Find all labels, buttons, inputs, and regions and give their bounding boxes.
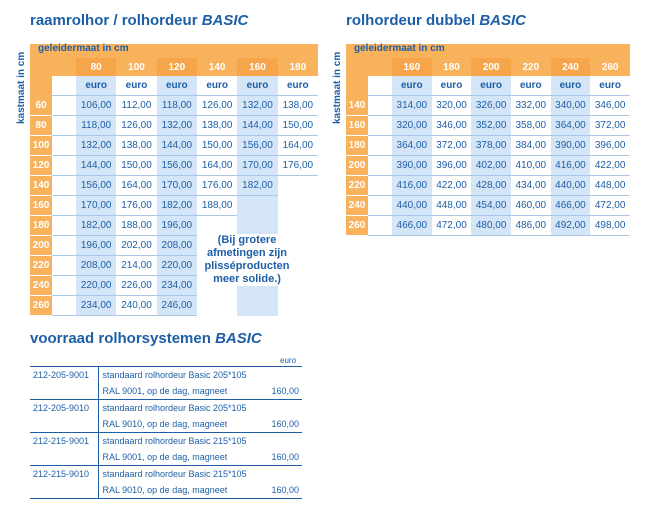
right-row-header: 260 (346, 216, 368, 236)
right-price-cell: 410,00 (511, 156, 551, 176)
stock-description: standaard rolhordeur Basic 215*105 (99, 466, 265, 483)
right-row-gap (368, 176, 392, 196)
right-corner-gap (368, 58, 392, 76)
left-row-gap (52, 116, 76, 136)
right-row-gap (368, 216, 392, 236)
right-title-text: rolhordeur dubbel (346, 12, 476, 29)
right-row-header: 180 (346, 136, 368, 156)
left-price-cell: 112,00 (116, 96, 156, 116)
right-price-cell: 372,00 (590, 116, 630, 136)
right-euro-corner (346, 76, 368, 96)
right-column-header: 180 (432, 58, 472, 76)
left-price-cell: 126,00 (197, 96, 237, 116)
left-price-cell: 188,00 (116, 216, 156, 236)
stock-row (30, 433, 302, 450)
right-table-row (346, 216, 630, 236)
stock-code-gap (30, 482, 99, 499)
left-price-cell: 170,00 (157, 176, 197, 196)
right-price-cell: 498,00 (590, 216, 630, 236)
left-table-row (30, 296, 318, 316)
right-price-cell: 396,00 (590, 136, 630, 156)
left-price-cell: 208,00 (157, 236, 197, 256)
stock-description-detail: RAL 9010, op de dag, magneet (102, 419, 228, 429)
left-unit-label: euro (278, 76, 318, 96)
right-price-cell: 440,00 (392, 196, 432, 216)
stock-code: 212-205-9001 (30, 367, 99, 384)
left-row-gap (52, 236, 76, 256)
left-row-gap (52, 156, 76, 176)
left-title (30, 12, 248, 29)
right-price-cell: 340,00 (551, 96, 591, 116)
stock-description: standaard rolhordeur Basic 215*105 (99, 433, 265, 450)
right-table-row (346, 136, 630, 156)
stock-row-detail (30, 449, 302, 466)
left-table-row (30, 156, 318, 176)
left-row-header: 140 (30, 176, 52, 196)
right-price-cell: 448,00 (590, 176, 630, 196)
right-price-cell: 416,00 (392, 176, 432, 196)
left-price-cell: 156,00 (237, 136, 277, 156)
left-price-cell: 208,00 (76, 256, 116, 276)
right-price-cell: 326,00 (471, 96, 511, 116)
left-unit-label: euro (157, 76, 197, 96)
left-unit-label: euro (197, 76, 237, 96)
right-price-cell: 390,00 (551, 136, 591, 156)
left-price-cell: 176,00 (278, 156, 318, 176)
right-unit-label: euro (590, 76, 630, 96)
left-euro-corner (30, 76, 52, 96)
left-price-cell: 144,00 (237, 116, 277, 136)
right-column-header: 200 (471, 58, 511, 76)
stock-row-detail (30, 482, 302, 499)
stock-description: standaard rolhordeur Basic 205*105 (99, 400, 265, 417)
left-corner-gap (52, 58, 76, 76)
left-row-gap (52, 176, 76, 196)
right-price-cell: 428,00 (471, 176, 511, 196)
right-width-label: geleidermaat in cm (354, 43, 445, 54)
left-price-cell: 164,00 (197, 156, 237, 176)
left-row-gap (52, 296, 76, 316)
stock-bottom-line (30, 499, 302, 501)
left-column-header: 120 (157, 58, 197, 76)
stock-code: 212-215-9001 (30, 433, 99, 450)
stock-title-em: BASIC (215, 330, 262, 347)
left-row-gap (52, 196, 76, 216)
left-price-cell: 138,00 (197, 116, 237, 136)
right-row-header: 240 (346, 196, 368, 216)
stock-code-gap (30, 383, 99, 400)
right-price-cell: 402,00 (471, 156, 511, 176)
right-row-gap (368, 156, 392, 176)
left-row-header: 160 (30, 196, 52, 216)
right-unit-label: euro (432, 76, 472, 96)
left-corner (30, 58, 52, 76)
right-corner (346, 58, 368, 76)
left-unit-label: euro (237, 76, 277, 96)
left-width-label: geleidermaat in cm (38, 43, 129, 54)
left-table-row (30, 196, 318, 216)
right-price-cell: 466,00 (551, 196, 591, 216)
left-price-cell: 106,00 (76, 96, 116, 116)
right-table-row (346, 116, 630, 136)
right-price-cell: 486,00 (511, 216, 551, 236)
left-table-row (30, 116, 318, 136)
left-price-cell: 150,00 (197, 136, 237, 156)
stock-title-text: voorraad rolhorsystemen (30, 330, 211, 347)
stock-price: 160,00 (271, 386, 299, 396)
stock-price: 160,00 (271, 419, 299, 429)
right-table-row (346, 176, 630, 196)
left-column-header: 140 (197, 58, 237, 76)
left-price-cell: 196,00 (76, 236, 116, 256)
right-height-label: kastmaat in cm (332, 51, 343, 124)
left-price-cell: 220,00 (76, 276, 116, 296)
left-price-cell: 234,00 (76, 296, 116, 316)
left-price-cell (237, 216, 277, 236)
stock-code-gap (30, 449, 99, 466)
right-price-cell: 460,00 (511, 196, 551, 216)
left-price-cell: 144,00 (157, 136, 197, 156)
right-price-cell: 492,00 (551, 216, 591, 236)
stock-price: 160,00 (271, 485, 299, 495)
left-price-cell: 170,00 (237, 156, 277, 176)
left-price-cell: 150,00 (278, 116, 318, 136)
left-row-header: 120 (30, 156, 52, 176)
right-price-cell: 314,00 (392, 96, 432, 116)
stock-price-gap (265, 367, 302, 384)
right-price-cell: 396,00 (432, 156, 472, 176)
right-price-cell: 434,00 (511, 176, 551, 196)
left-price-cell (237, 196, 277, 216)
right-price-cell: 346,00 (590, 96, 630, 116)
left-note: (Bij grotere afmetingen zijn plisséproducten meer solide.) (198, 234, 296, 286)
stock-description-detail: RAL 9001, op de dag, magneet (102, 452, 228, 462)
stock-row (30, 466, 302, 483)
left-price-cell: 118,00 (76, 116, 116, 136)
left-row-gap (52, 276, 76, 296)
left-title-text: raamrolhor / rolhordeur (30, 12, 198, 29)
stock-row (30, 400, 302, 417)
left-price-cell: 156,00 (76, 176, 116, 196)
right-table-row (346, 196, 630, 216)
right-price-cell: 332,00 (511, 96, 551, 116)
left-price-cell: 132,00 (76, 136, 116, 156)
right-row-gap (368, 196, 392, 216)
stock-price-gap (265, 466, 302, 483)
stock-price: 160,00 (271, 452, 299, 462)
stock-description: standaard rolhordeur Basic 205*105 (99, 367, 265, 384)
right-unit-label: euro (551, 76, 591, 96)
right-price-cell: 390,00 (392, 156, 432, 176)
right-row-gap (368, 96, 392, 116)
left-unit-label: euro (116, 76, 156, 96)
left-column-header: 100 (116, 58, 156, 76)
left-table-row (30, 96, 318, 116)
left-price-cell: 126,00 (116, 116, 156, 136)
right-price-cell: 472,00 (432, 216, 472, 236)
left-price-cell: 176,00 (197, 176, 237, 196)
left-price-cell: 176,00 (116, 196, 156, 216)
left-price-cell: 182,00 (237, 176, 277, 196)
left-row-header: 60 (30, 96, 52, 116)
stock-code: 212-215-9010 (30, 466, 99, 483)
right-row-gap (368, 136, 392, 156)
right-title-em: BASIC (479, 12, 527, 29)
left-table-row (30, 176, 318, 196)
left-row-header: 260 (30, 296, 52, 316)
left-price-cell: 196,00 (157, 216, 197, 236)
left-price-cell: 226,00 (116, 276, 156, 296)
left-price-cell: 164,00 (116, 176, 156, 196)
right-price-table (346, 58, 630, 236)
left-price-cell: 144,00 (76, 156, 116, 176)
left-row-header: 200 (30, 236, 52, 256)
left-price-cell: 164,00 (278, 136, 318, 156)
right-price-cell: 320,00 (432, 96, 472, 116)
right-price-cell: 364,00 (392, 136, 432, 156)
stock-code-gap (30, 416, 99, 433)
left-price-cell: 132,00 (237, 96, 277, 116)
stock-row (30, 367, 302, 384)
left-price-cell: 150,00 (116, 156, 156, 176)
right-price-cell: 352,00 (471, 116, 511, 136)
right-table-row (346, 96, 630, 116)
left-price-cell (197, 296, 237, 316)
left-table-row (30, 136, 318, 156)
right-row-header: 220 (346, 176, 368, 196)
right-price-cell: 480,00 (471, 216, 511, 236)
right-price-cell: 422,00 (432, 176, 472, 196)
right-price-cell: 320,00 (392, 116, 432, 136)
right-row-header: 160 (346, 116, 368, 136)
right-price-cell: 384,00 (511, 136, 551, 156)
left-row-gap (52, 136, 76, 156)
right-price-cell: 466,00 (392, 216, 432, 236)
right-column-header: 260 (590, 58, 630, 76)
left-row-header: 220 (30, 256, 52, 276)
right-column-header: 220 (511, 58, 551, 76)
left-title-em: BASIC (201, 12, 249, 29)
left-price-cell: 214,00 (116, 256, 156, 276)
left-column-header: 180 (278, 58, 318, 76)
left-row-header: 80 (30, 116, 52, 136)
left-price-cell: 240,00 (116, 296, 156, 316)
right-price-cell: 440,00 (551, 176, 591, 196)
right-row-header: 200 (346, 156, 368, 176)
stock-row-detail (30, 416, 302, 433)
right-row-gap (368, 116, 392, 136)
right-price-cell: 372,00 (432, 136, 472, 156)
left-price-cell: 188,00 (197, 196, 237, 216)
left-price-cell (237, 296, 277, 316)
left-price-cell (278, 196, 318, 216)
right-price-cell: 378,00 (471, 136, 511, 156)
right-price-cell: 422,00 (590, 156, 630, 176)
stock-price-gap (265, 400, 302, 417)
left-price-cell: 170,00 (76, 196, 116, 216)
left-price-cell: 118,00 (157, 96, 197, 116)
right-price-cell: 448,00 (432, 196, 472, 216)
left-price-cell: 182,00 (157, 196, 197, 216)
right-euro-gap (368, 76, 392, 96)
stock-code: 212-205-9010 (30, 400, 99, 417)
left-column-header: 160 (237, 58, 277, 76)
left-unit-label: euro (76, 76, 116, 96)
left-price-cell: 202,00 (116, 236, 156, 256)
left-row-header: 240 (30, 276, 52, 296)
right-unit-label: euro (511, 76, 551, 96)
right-title (346, 12, 526, 29)
stock-row-detail (30, 383, 302, 400)
right-price-cell: 472,00 (590, 196, 630, 216)
left-price-cell (278, 296, 318, 316)
left-price-cell: 182,00 (76, 216, 116, 236)
stock-table (30, 366, 302, 500)
left-price-cell: 246,00 (157, 296, 197, 316)
left-table-row (30, 216, 318, 236)
left-row-gap (52, 216, 76, 236)
left-row-header: 180 (30, 216, 52, 236)
left-price-cell: 138,00 (278, 96, 318, 116)
stock-description-detail: RAL 9001, op de dag, magneet (102, 386, 228, 396)
stock-bottom-rule (30, 499, 302, 501)
left-price-cell: 234,00 (157, 276, 197, 296)
right-price-cell: 454,00 (471, 196, 511, 216)
right-row-header: 140 (346, 96, 368, 116)
left-column-header: 80 (76, 58, 116, 76)
left-price-cell: 132,00 (157, 116, 197, 136)
right-price-cell: 416,00 (551, 156, 591, 176)
left-row-gap (52, 96, 76, 116)
right-unit-label: euro (471, 76, 511, 96)
right-table-row (346, 156, 630, 176)
stock-unit-label: euro (280, 356, 297, 365)
left-row-header: 100 (30, 136, 52, 156)
right-price-cell: 346,00 (432, 116, 472, 136)
right-column-header: 240 (551, 58, 591, 76)
right-column-header: 160 (392, 58, 432, 76)
stock-price-gap (265, 433, 302, 450)
left-price-cell: 220,00 (157, 256, 197, 276)
left-price-cell: 138,00 (116, 136, 156, 156)
left-price-cell (197, 216, 237, 236)
left-euro-gap (52, 76, 76, 96)
right-price-cell: 358,00 (511, 116, 551, 136)
left-price-cell (278, 176, 318, 196)
left-price-cell (278, 216, 318, 236)
left-height-label: kastmaat in cm (16, 51, 27, 124)
stock-title (30, 330, 262, 347)
left-row-gap (52, 256, 76, 276)
right-price-cell: 364,00 (551, 116, 591, 136)
stock-description-detail: RAL 9010, op de dag, magneet (102, 485, 228, 495)
right-unit-label: euro (392, 76, 432, 96)
left-price-cell: 156,00 (157, 156, 197, 176)
